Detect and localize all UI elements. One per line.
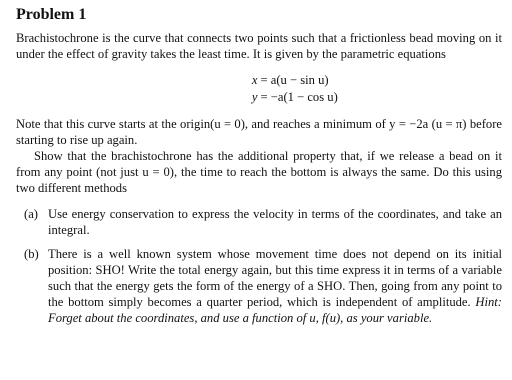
- sub-question-a-text: [48, 206, 502, 238]
- equation-x: [16, 72, 502, 89]
- problem-title: Problem 1: [16, 6, 87, 23]
- equation-x-rhs: = a(u − sin u): [260, 73, 329, 87]
- sub-question-b-text: [48, 246, 502, 326]
- note-paragraph: Note that this curve starts at the origin(u = 0), and reaches a minimum of y = −2a (u = π) before starting to rise up again.: [16, 117, 502, 147]
- parametric-equations: [16, 72, 502, 106]
- sub-questions: [16, 206, 502, 326]
- equation-y-rhs: = −a(1 − cos u): [260, 90, 338, 104]
- sub-question-b-hint: Hint: Forget about the coordinates, and use a function of u, f(u), as your variable.: [48, 295, 502, 325]
- equation-x-lhs: x: [251, 73, 258, 87]
- sub-question-a: [16, 206, 502, 238]
- problem-page: [16, 6, 502, 334]
- equation-y-lhs: y: [251, 90, 258, 104]
- task-paragraph: Show that the brachistochrone has the additional property that, if we release a bead on it from any point (not just u = 0), the time to reach the bottom is always the same. Do this using two different methods: [16, 149, 502, 195]
- sub-question-a-mark: (a): [24, 207, 38, 221]
- sub-question-b-mark: (b): [24, 247, 39, 261]
- equation-y: [16, 89, 502, 106]
- sub-question-a-body: Use energy conservation to express the velocity in terms of the coordinates, and take an integral.: [48, 207, 502, 237]
- intro-paragraph: Brachistochrone is the curve that connects two points such that a frictionless bead moving on it under the effect of gravity takes the least time. It is given by the parametric equations: [16, 31, 502, 61]
- sub-question-b-body: There is a well known system whose movement time does not depend on its initial position: SHO! Write the total energy again, but this time express it in terms of a variable such that the energy gets the form of the energy of a SHO. Then, going from any point to the bottom simply becomes a quarter period, which is independent of amplitude.: [48, 247, 502, 309]
- sub-question-b: [16, 246, 502, 326]
